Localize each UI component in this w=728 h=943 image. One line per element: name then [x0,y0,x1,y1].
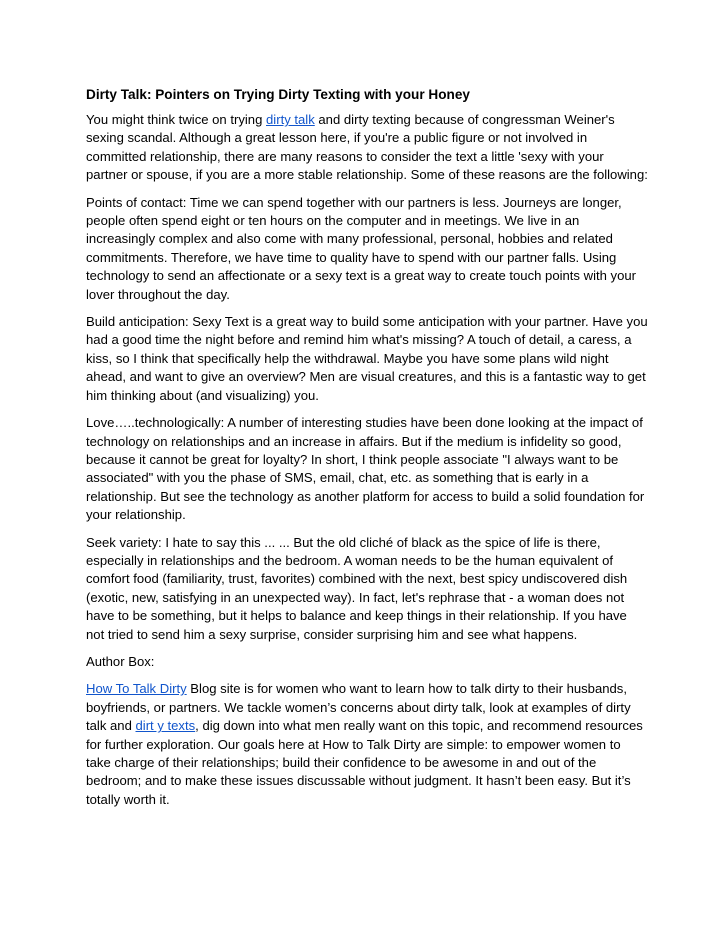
build-anticipation-paragraph: Build anticipation: Sexy Text is a great way to build some anticipation with your partner. Have you had a good time the night before and remind him what's missing? A touch of detail, a caress, a kiss, so I think that specifically help the withdrawal. Maybe you have some plans wild night ahead, and want to give an overview? Men are visual creatures, and this is a fantastic way to get him thinking about (and visualizing) you. [86,314,648,403]
seek-variety-paragraph: Seek variety: I hate to say this ... ... But the old cliché of black as the spice of life is there, especially in relationships and the bedroom. A woman needs to be the human equivalent of comfort food (familiarity, trust, favorites) combined with the next, best spicy undiscovered dish (exotic, new, satisfying in an unexpected way). In fact, let's rephrase that - a woman does not have to be something, but it helps to balance and keep things in their relationship. If you have not tried to send him a sexy surprise, consider surprising him and see what happens. [86,534,628,642]
author-box-heading: Author Box: [86,653,155,669]
author-text-2: , dig down into what men really want on this topic, and recommend resources for further exploration. Our goals here at How to Talk Dirty are simple: to empower women to take charge of their relationships; build their confidence to be awesome in and out of the bedroom; and to make these issues discussable without judgment. It hasn’t been easy. But it’s totally worth it. [86,718,643,807]
how-to-talk-dirty-link[interactable]: How To Talk Dirty [86,681,187,697]
dirty-texts-link[interactable]: dirt y texts [135,718,196,734]
points-of-contact-paragraph: Points of contact: Time we can spend together with our partners is less. Journeys are longer, people often spend eight or ten hours on the computer and in meetings. We live in an increasingly complex and also come with many professional, personal, hobbies and related commitments. Therefore, we have time to quality have to spend with our partner falls. Using technology to send an affectionate or a sexy text is a great way to create touch points with your lover throughout the day. [86,194,637,302]
love-technologically-paragraph: Love…..technologically: A number of interesting studies have been done looking at the impact of technology on relationships and an increase in affairs. But if the medium is infidelity so good, because it cannot be great for loyalty? In short, I think people associate "I always want to be associated" with you the phase of SMS, email, chat, etc. as something that is early in a relationship. But see the technology as another platform for access to build a solid foundation for your relationship. [86,415,645,523]
author-box-paragraph [86,680,648,809]
dirty-talk-link[interactable]: dirty talk [266,112,315,127]
author-text-1: Blog site is for women who want to learn how to talk dirty to their husbands, boyfriends, or partners. We tackle women’s concerns about dirty talk, look at examples of dirty talk and [86,681,631,734]
intro-text-after: and dirty texting because of congressman Weiner's sexing scandal. Although a great lesson here, if you're a public figure or not involved in committed relationship, there are many reasons to consider the text a little 'sexy with your partner or spouse, if you are a more stable relationship. Some of these reasons are the following: [86,112,648,183]
intro-paragraph [86,111,648,185]
document-title: Dirty Talk: Pointers on Trying Dirty Texting with your Honey [86,87,470,102]
intro-text-before: You might think twice on trying [86,112,267,127]
document-page [86,86,648,818]
